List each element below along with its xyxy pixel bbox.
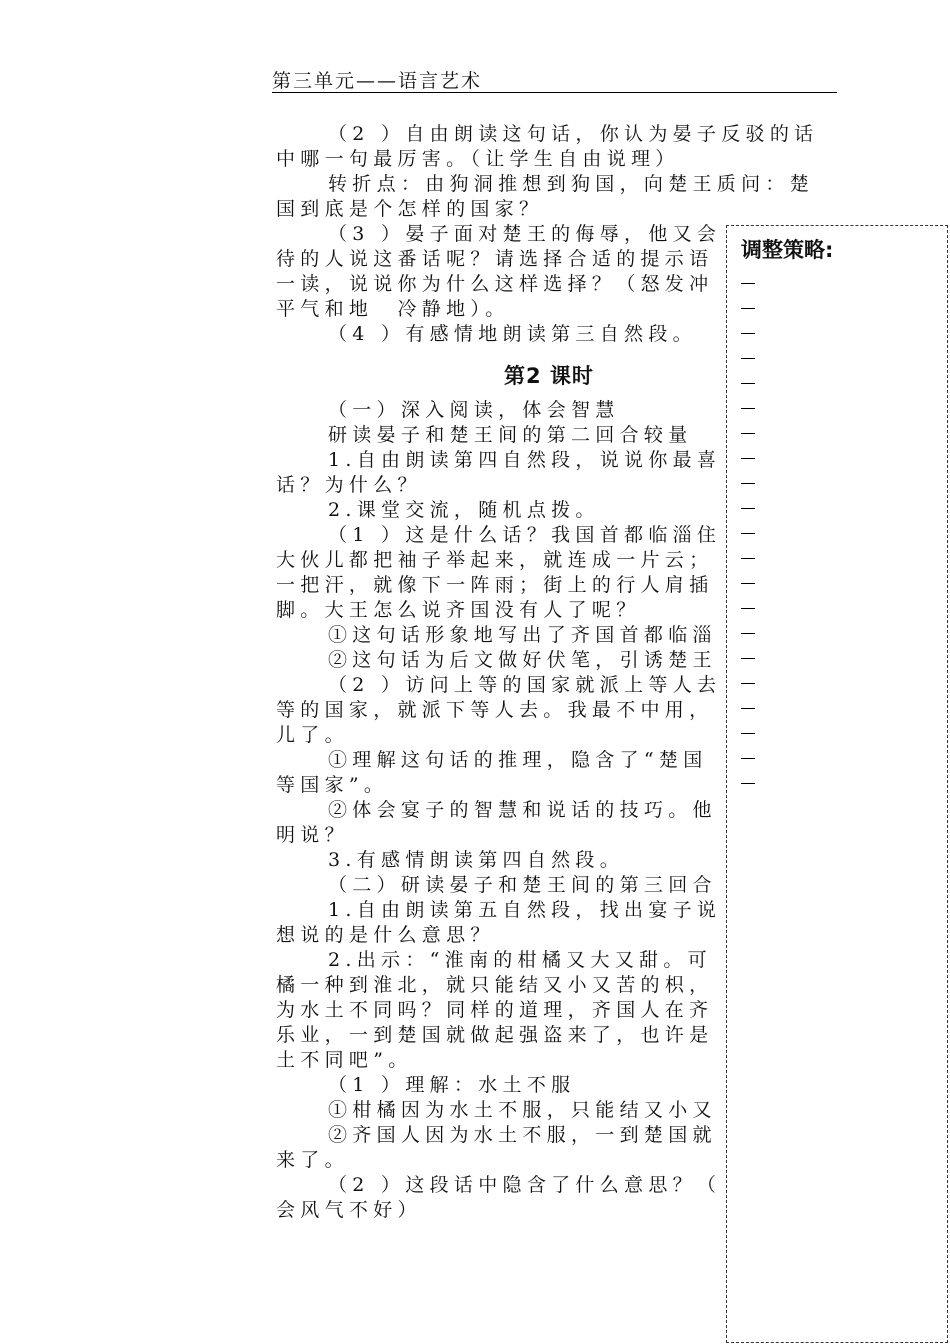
text-line: 研读晏子和楚王间的第二回合较量 [328, 424, 693, 446]
text-line: 乐业，一到楚国就做起强盗来了，也许是 [276, 1024, 714, 1046]
text-line: 中哪一句最厉害。（让学生自由说理） [276, 148, 680, 170]
text-line: （2 ）这段话中隐含了什么意思？（ [328, 1174, 722, 1196]
text-line: 1.自由朗读第四自然段，说说你最喜 [328, 449, 722, 471]
blank-line [741, 433, 755, 434]
blank-line [741, 633, 755, 634]
text-line: 来了。 [276, 1149, 349, 1171]
blank-line [741, 283, 755, 284]
text-line: （2 ）自由朗读这句话，你认为晏子反驳的话 [328, 123, 819, 145]
text-line: ①理解这句话的推理，隐含了“楚国 [328, 749, 708, 771]
blank-line [741, 608, 755, 609]
text-line: （4 ）有感情地朗读第三自然段。 [328, 323, 697, 345]
text-line: 大伙儿都把袖子举起来，就连成一片云； [276, 549, 714, 571]
text-line: （二）研读晏子和楚王间的第三回合 [328, 874, 717, 896]
text-line: ②齐国人因为水土不服，一到楚国就 [328, 1124, 717, 1146]
blank-line [741, 708, 755, 709]
blank-line [741, 533, 755, 534]
text-line: 2.课堂交流，随机点拨。 [328, 499, 600, 521]
blank-line [741, 308, 755, 309]
blank-line [741, 683, 755, 684]
text-line: 转折点：由狗洞推想到狗国，向楚王质问：楚 [328, 173, 815, 195]
text-line: 平气和地 冷静地）。 [276, 298, 510, 320]
text-line: 脚。大王怎么说齐国没有人了呢？ [276, 599, 641, 621]
blank-line [741, 508, 755, 509]
text-line: （一）深入阅读，体会智慧 [328, 399, 620, 421]
blank-line [741, 458, 755, 459]
text-line: 国到底是个怎样的国家？ [276, 198, 544, 220]
text-line: 想说的是什么意思？ [276, 924, 495, 946]
text-line: 土不同吧”。 [276, 1049, 413, 1071]
text-line: 2.出示：“淮南的柑橘又大又甜。可 [328, 949, 712, 971]
text-line: 等国家”。 [276, 774, 389, 796]
sidebar-title: 调整策略: [741, 238, 834, 262]
unit-title: 第三单元——语言艺术 [272, 70, 483, 92]
text-line: 话？为什么？ [276, 474, 422, 496]
blank-line [741, 558, 755, 559]
text-line: ②体会宴子的智慧和说话的技巧。他 [328, 799, 717, 821]
text-line: 橘一种到淮北，就只能结又小又苦的枳， [276, 974, 714, 996]
text-line: 一把汗，就像下一阵雨；街上的行人肩插 [276, 574, 714, 596]
text-line: 3.有感情朗读第四自然段。 [328, 849, 625, 871]
text-line: 会风气不好） [276, 1199, 422, 1221]
text-line: 待的人说这番话呢？请选择合适的提示语 [276, 248, 714, 270]
text-line: 一读，说说你为什么这样选择？（怒发冲 [276, 273, 714, 295]
blank-line [741, 383, 755, 384]
lesson-title: 第2 课时 [504, 364, 594, 388]
text-line: （3 ）晏子面对楚王的侮辱，他又会 [328, 223, 722, 245]
text-line: （1 ）理解：水土不服 [328, 1074, 576, 1096]
blank-line [741, 733, 755, 734]
blank-line [741, 583, 755, 584]
blank-line [741, 483, 755, 484]
text-line: 明说？ [276, 824, 349, 846]
text-line: （2 ）访问上等的国家就派上等人去 [328, 674, 722, 696]
text-line: ①柑橘因为水土不服，只能结又小又 [328, 1099, 717, 1121]
text-line: 1.自由朗读第五自然段，找出宴子说 [328, 899, 722, 921]
text-line: 儿了。 [276, 724, 349, 746]
blank-line [741, 758, 755, 759]
text-line: ②这句话为后文做好伏笔，引诱楚王 [328, 649, 717, 671]
text-line: ①这句话形象地写出了齐国首都临淄 [328, 624, 717, 646]
text-line: 为水土不同吗？同样的道理，齐国人在齐 [276, 999, 714, 1021]
blank-line [741, 783, 755, 784]
blank-line [741, 358, 755, 359]
text-line: 等的国家，就派下等人去。我最不中用， [276, 699, 714, 721]
adjustment-strategy-box [726, 225, 948, 1343]
blank-line [741, 408, 755, 409]
page-header [272, 64, 837, 93]
blank-line [741, 658, 755, 659]
blank-line [741, 333, 755, 334]
text-line: （1 ）这是什么话？我国首都临淄住 [328, 524, 722, 546]
